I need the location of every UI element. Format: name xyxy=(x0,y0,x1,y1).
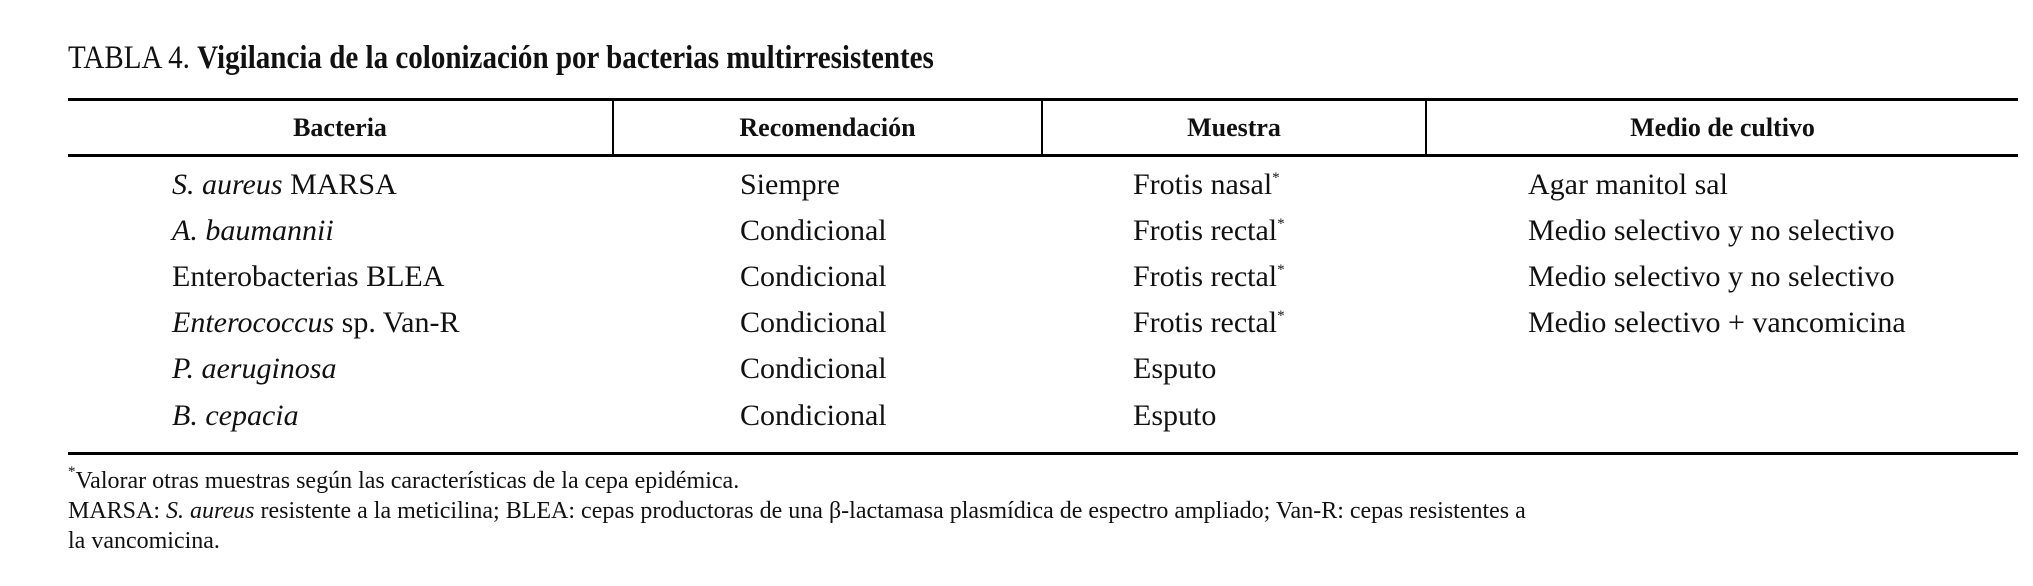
cell-recomendacion: Condicional xyxy=(740,306,887,339)
footnote-asterisk: * xyxy=(1277,216,1285,232)
table-row xyxy=(0,260,2033,306)
cell-bacteria: Enterobacterias BLEA xyxy=(172,260,445,293)
header-bacteria: Bacteria xyxy=(293,113,387,142)
footnote-2: MARSA: S. aureus resistente a la meticilina; BLEA: cepas productoras de una β-lactamasa plasmídica de espectro ampliado; Van-R: cepas resistentes a xyxy=(68,498,1526,524)
footnote-asterisk: * xyxy=(1277,308,1285,324)
cell-medio: Medio selectivo + vancomicina xyxy=(1528,306,1906,339)
cell-muestra: Frotis rectal* xyxy=(1133,260,1285,293)
cell-medio: Medio selectivo y no selectivo xyxy=(1528,214,1895,247)
footnote-2-continuation: la vancomicina. xyxy=(68,528,220,554)
table-row xyxy=(0,168,2033,214)
cell-medio: Medio selectivo y no selectivo xyxy=(1528,260,1895,293)
cell-muestra: Frotis rectal* xyxy=(1133,306,1285,339)
table-title: Vigilancia de la colonización por bacterias multirresistentes xyxy=(197,40,934,76)
table-caption xyxy=(68,40,934,77)
cell-recomendacion: Condicional xyxy=(740,352,887,385)
header-rule xyxy=(68,154,2018,157)
cell-medio: Agar manitol sal xyxy=(1528,168,1728,201)
top-rule xyxy=(68,98,2018,101)
footnote-asterisk: * xyxy=(1272,170,1280,186)
table-row xyxy=(0,306,2033,352)
cell-muestra: Frotis nasal* xyxy=(1133,168,1280,201)
header-muestra: Muestra xyxy=(1187,113,1281,142)
cell-muestra: Esputo xyxy=(1133,399,1217,432)
cell-muestra: Esputo xyxy=(1133,352,1217,385)
cell-bacteria: S. aureus MARSA xyxy=(172,168,397,201)
table-label: TABLA 4. xyxy=(68,40,190,76)
cell-bacteria: B. cepacia xyxy=(172,399,299,432)
bottom-rule xyxy=(68,452,2018,455)
cell-recomendacion: Condicional xyxy=(740,214,887,247)
footnote-1: *Valorar otras muestras según las características de la cepa epidémica. xyxy=(68,464,740,494)
table-row xyxy=(0,399,2033,445)
cell-recomendacion: Siempre xyxy=(740,168,840,201)
cell-bacteria: Enterococcus sp. Van-R xyxy=(172,306,460,339)
header-medio-cultivo: Medio de cultivo xyxy=(1630,113,1815,142)
cell-bacteria: P. aeruginosa xyxy=(172,352,337,385)
footnote-asterisk: * xyxy=(68,464,76,480)
table-row xyxy=(0,214,2033,260)
cell-muestra: Frotis rectal* xyxy=(1133,214,1285,247)
cell-recomendacion: Condicional xyxy=(740,399,887,432)
footnote-asterisk: * xyxy=(1277,262,1285,278)
table-row xyxy=(0,352,2033,398)
cell-recomendacion: Condicional xyxy=(740,260,887,293)
cell-bacteria: A. baumannii xyxy=(172,214,334,247)
header-recomendacion: Recomendación xyxy=(739,113,916,142)
